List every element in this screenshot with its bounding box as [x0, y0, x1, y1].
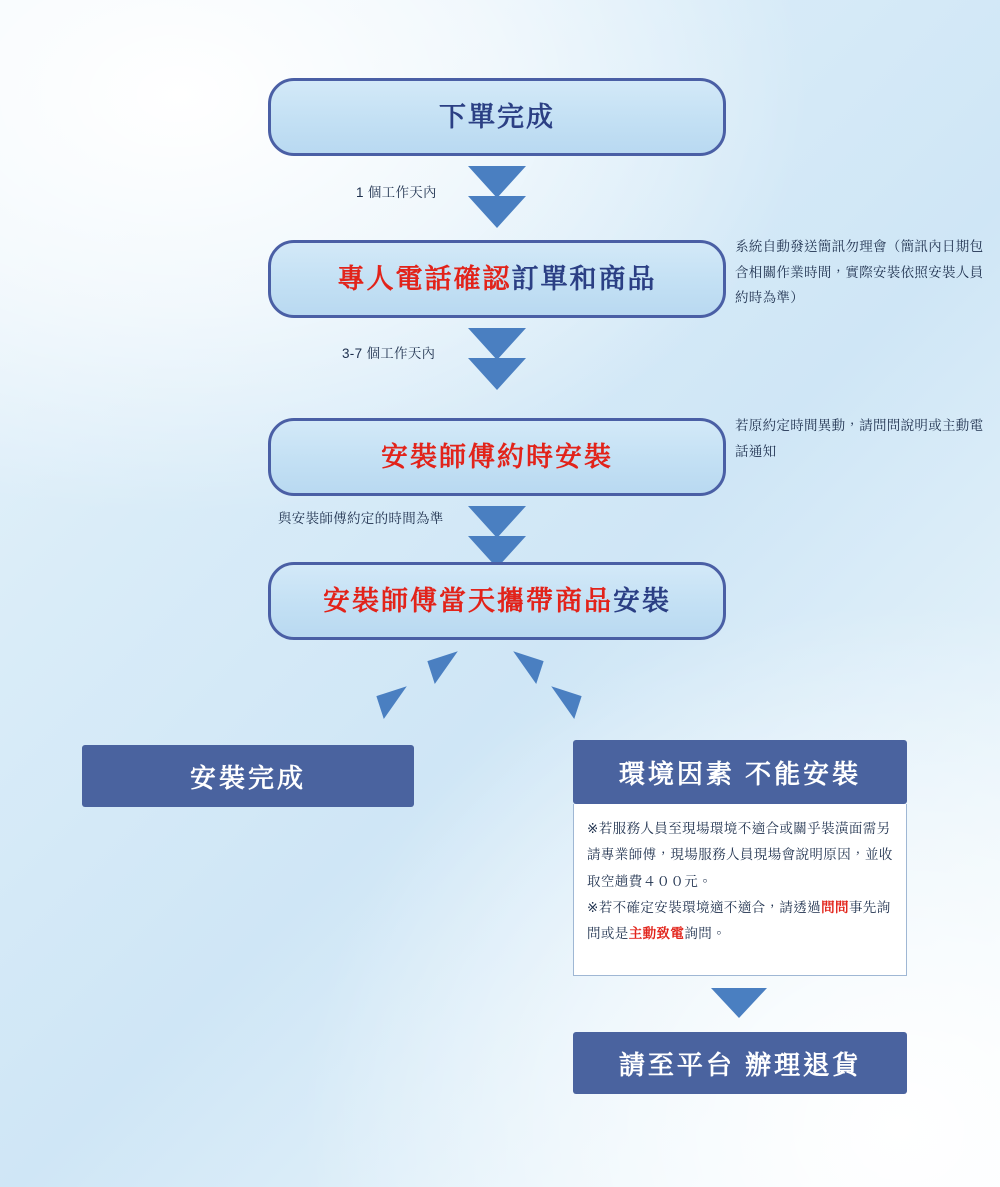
side-note-sms: 系統自動發送簡訊勿理會（簡訊內日期包含相關作業時間，實際安裝依照安裝人員約時為準）: [735, 239, 984, 306]
flow-step-schedule-install: [268, 418, 726, 496]
outcome-environment-issue: [573, 740, 907, 804]
step-label-order-to-call: 1 個工作天內: [356, 185, 437, 200]
outcome-install-complete: [82, 745, 414, 807]
arrow-left-down-icon: [376, 686, 421, 742]
arrow-down-icon: [468, 196, 526, 228]
step-label-schedule-to-install: 與安裝師傅約定的時間為準: [278, 511, 444, 526]
outcome-environment-issue-label: 環境因素 不能安裝: [618, 758, 862, 789]
flow-step-schedule-install-highlight: 安裝師傅約時安裝: [381, 441, 613, 472]
flow-step-phone-confirm-rest: 訂單和商品: [511, 263, 657, 294]
arrow-down-icon: [468, 166, 526, 198]
arrow-right-down-icon: [536, 686, 581, 742]
flow-step-order: [268, 78, 726, 156]
outcome-platform-return: [573, 1032, 907, 1094]
step-label-call-to-schedule: 3-7 個工作天內: [342, 346, 436, 361]
arrow-down-icon: [468, 358, 526, 390]
arrow-down-icon: [468, 328, 526, 360]
arrow-down-icon: [468, 506, 526, 538]
flow-step-onsite-install-rest: 安裝: [613, 585, 671, 616]
flow-step-phone-confirm: [268, 240, 726, 318]
environment-issue-note-line2-post: 詢問。: [684, 926, 727, 942]
flow-step-onsite-install-highlight: 安裝師傅當天攜帶商品: [323, 585, 613, 616]
outcome-platform-return-label: 請至平台 辦理退貨: [618, 1049, 862, 1080]
environment-issue-note-line2-mid: 事先詢問或是: [587, 899, 891, 942]
side-note-schedule-change: 若原約定時間異動，請問問說明或主動電話通知: [735, 418, 984, 459]
environment-issue-note-line1: ※若服務人員至現場環境不適合或關乎裝潢面需另請專業師傅，現場服務人員現場會說明原因，並收取空趟費４００元。: [587, 821, 893, 889]
environment-issue-note-line2: [587, 895, 893, 948]
flow-step-phone-confirm-highlight: 專人電話確認: [337, 263, 512, 294]
arrow-left-down-icon: [427, 651, 472, 707]
environment-issue-note: [573, 804, 907, 976]
arrow-right-down-icon: [498, 651, 543, 707]
environment-issue-note-line2-pre: ※若不確定安裝環境適不適合，請透過: [587, 899, 822, 915]
environment-issue-note-link-ask: 問問: [821, 899, 849, 915]
environment-issue-note-link-call: 主動致電: [628, 926, 685, 942]
flow-step-order-label: 下單完成: [439, 101, 555, 132]
outcome-install-complete-label: 安裝完成: [189, 762, 306, 793]
flow-step-onsite-install: [268, 562, 726, 640]
arrow-down-icon: [711, 988, 767, 1018]
